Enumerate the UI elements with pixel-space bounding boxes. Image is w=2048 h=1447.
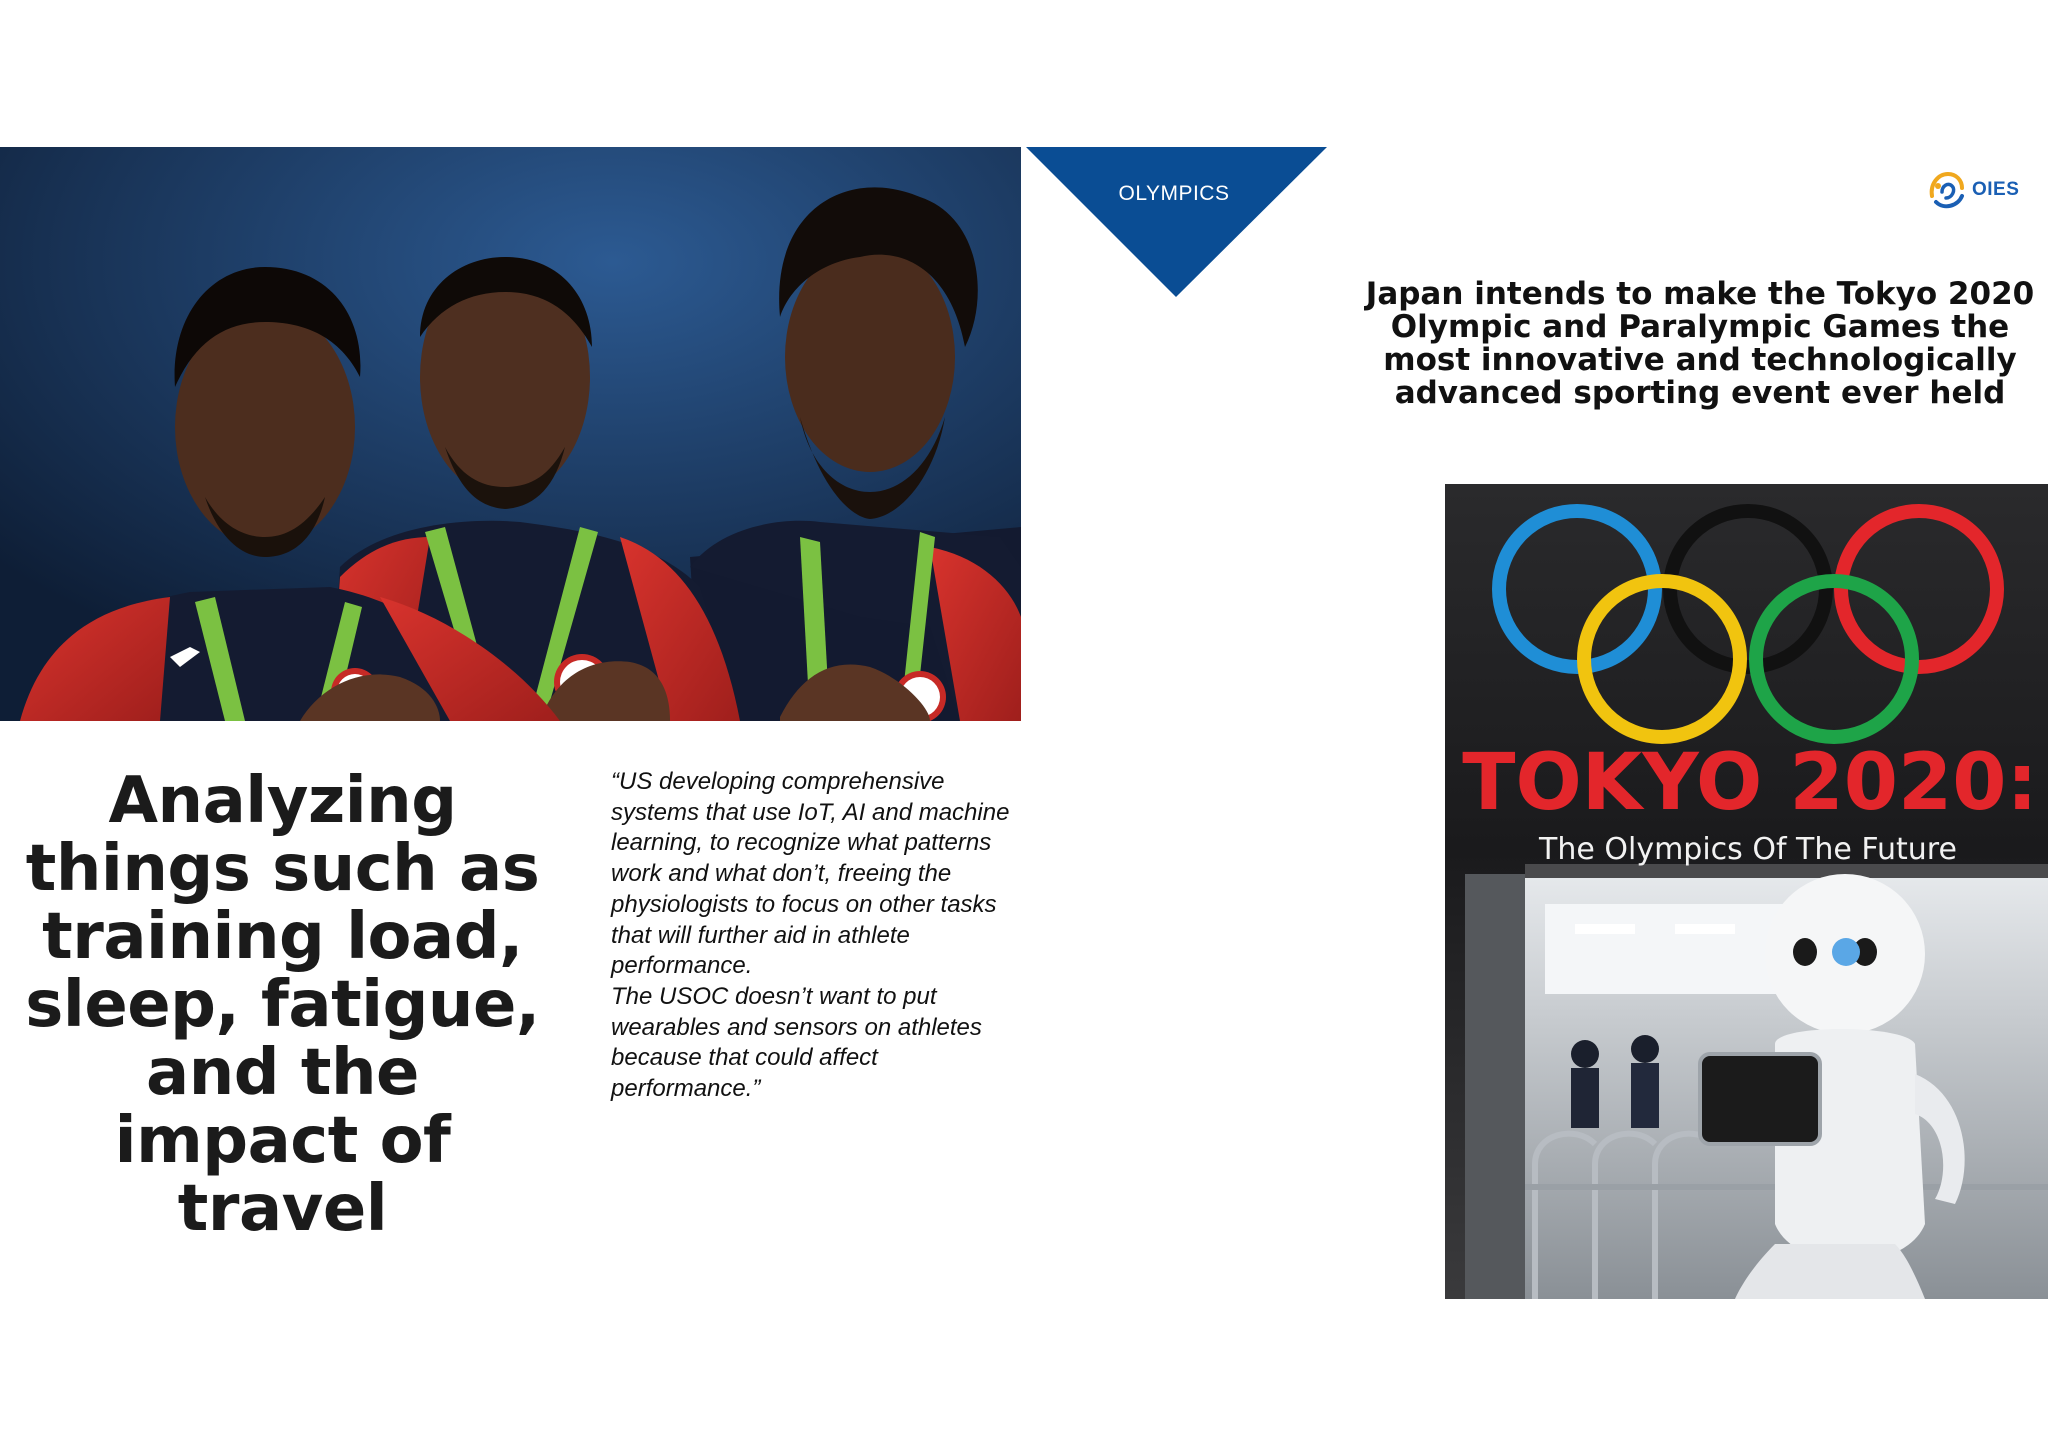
tokyo-illustration bbox=[1445, 484, 2048, 1299]
athletes-photo bbox=[0, 147, 1021, 721]
japan-heading: Japan intends to make the Tokyo 2020 Olympic and Paralympic Games the most innovative and technologically advanced sporting event ever held bbox=[1365, 276, 2035, 411]
tokyo-title: TOKYO 2020: bbox=[1462, 738, 2038, 828]
section-tag-triangle bbox=[1026, 147, 1327, 297]
quote-part-2: The USOC doesn’t want to put wearables and sensors on athletes because that could affect performance.” bbox=[611, 982, 982, 1103]
headline: Analyzing things such as training load, sleep, fatigue, and the impact of travel bbox=[25, 764, 540, 1246]
oies-logo-text: OIES bbox=[1972, 179, 2020, 200]
tokyo-robot-photo bbox=[1445, 484, 2048, 1299]
athletes-illustration bbox=[0, 147, 1021, 721]
oies-logo bbox=[1924, 166, 2030, 214]
tokyo-subtitle: The Olympics Of The Future bbox=[1539, 832, 1957, 867]
section-tag-label: OLYMPICS bbox=[1118, 182, 1230, 205]
oies-logo-icon bbox=[1924, 166, 1968, 214]
quote-part-1: “US developing comprehensive systems that use IoT, AI and machine learning, to recognize what patterns work and what don’t, freeing the physiologists to focus on other tasks that will further aid in athlete performance. bbox=[611, 768, 1010, 980]
quote bbox=[611, 767, 1031, 1105]
